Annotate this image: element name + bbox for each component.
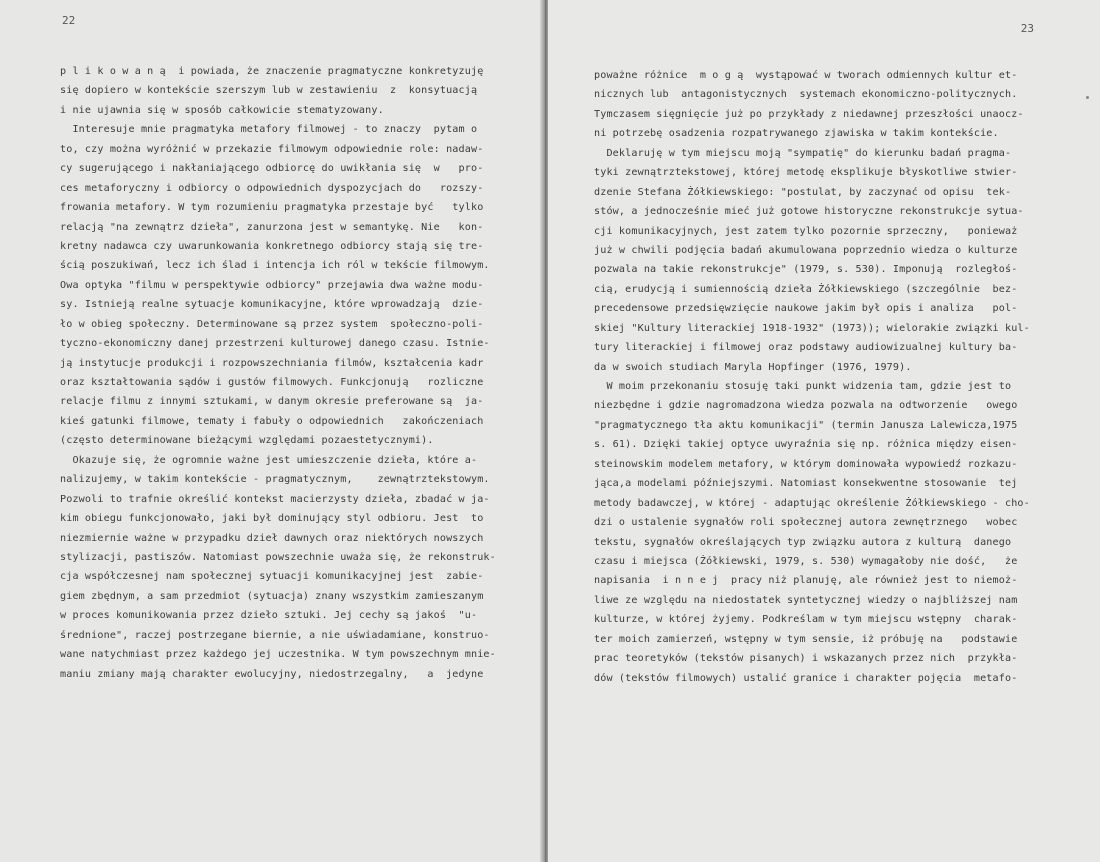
text-line: tyczno-ekonomiczny danej przestrzeni kulturowej danego czasu. Istnie- <box>60 338 490 350</box>
text-line: poważne różnice m o g ą wystąpować w tworach odmiennych kultur et- <box>594 70 1018 81</box>
text-line: i nie ujawnia się w sposób całkowicie stematyzowany. <box>60 104 384 116</box>
text-line: wane natychmiast przez każdego jej uczestnika. W tym powszechnym mnie- <box>60 649 496 661</box>
body-text <box>60 62 522 684</box>
text-line: frowania metafory. W tym rozumieniu pragmatyka przestaje być tylko <box>60 202 484 214</box>
left-page <box>0 0 545 862</box>
text-line: pozwala na takie rekonstrukcje" (1979, s. 530). Imponują rozległoś- <box>594 264 1018 276</box>
text-line: cy sugerującego i nakłaniającego odbiorcę do uwikłania się w pro- <box>60 163 484 175</box>
page-number: 22 <box>62 14 76 27</box>
text-line: ło w obieg społeczny. Determinowane są przez system społeczno-poli- <box>60 318 484 330</box>
text-line: tury literackiej i filmowej oraz podstawy audiowizualnej kultury ba- <box>594 342 1018 354</box>
text-line: cja współczesnej nam społecznej sytuacji komunikacyjnej jest zabie- <box>60 571 484 583</box>
text-line: relacją "na zewnątrz dzieła", zanurzona jest w semantykę. Nie kon- <box>60 221 484 233</box>
text-line: relacje filmu z innymi sztukami, w danym okresie preferowane są ja- <box>60 396 484 408</box>
text-line: stów, a jednocześnie mieć już gotowe historyczne rekonstrukcje sytua- <box>594 206 1024 218</box>
text-line: s. 61). Dzięki takiej optyce uwyraźnia się np. różnica między eisen- <box>594 439 1018 451</box>
text-line: tyki zewnątrztekstowej, której metodę eksplikuje błyskotliwe stwier- <box>594 167 1018 179</box>
text-line: tekstu, sygnałów określających typ związku autora z kulturą danego <box>594 536 1012 548</box>
text-line: ter moich zamierzeń, wstępny w tym sensie, iż próbuję na podstawie <box>594 633 1018 645</box>
text-line: metody badawczej, w której - adaptując określenie Żółkiewskiego - cho- <box>594 497 1030 509</box>
text-line: p l i k o w a n ą i powiada, że znaczenie pragmatyczne konkretyzuję <box>60 66 484 77</box>
text-line: (często determinowane bieżącymi względami pozaestetycznymi). <box>60 435 434 447</box>
text-line: liwe ze względu na niedostatek syntetycznej wiedzy o najbliższej nam <box>594 594 1018 606</box>
right-page <box>548 0 1100 862</box>
text-line: "pragmatycznego tła aktu komunikacji" (termin Janusza Lalewicza,1975 <box>594 419 1018 431</box>
text-line: ces metaforyczny i odbiorcy o odpowiednich dyspozycjach do rozszy- <box>60 182 484 194</box>
text-line: średnione", raczej postrzegane biernie, a nie uświadamiane, konstruo- <box>60 629 490 641</box>
body-text <box>594 66 1042 688</box>
text-line: w proces komunikowania przez dzieło sztuki. Jej cechy są jakoś "u- <box>60 610 478 622</box>
text-line: steinowskim modelem metafory, w którym dominowała wypowiedź rozkazu- <box>594 458 1018 470</box>
text-line: dzenie Stefana Żółkiewskiego: "postulat, by zaczynać od opisu tek- <box>594 186 1012 198</box>
text-line: Interesuje mnie pragmatyka metafory filmowej - to znaczy pytam o <box>60 124 478 136</box>
text-line: Owa optyka "filmu w perspektywie odbiorcy" przejawia dwa ważne modu- <box>60 279 484 291</box>
text-line: ścią poszukiwań, lecz ich ślad i intencja ich ról w tekście filmowym. <box>60 260 490 272</box>
text-line: nalizujemy, w takim kontekście - pragmatycznym, zewnątrztekstowym. <box>60 474 490 486</box>
text-line: Pozwoli to trafnie określić kontekst macierzysty dzieła, zbadać w ja- <box>60 493 490 505</box>
text-line: cji komunikacyjnych, jest zatem tylko pozornie sprzeczny, ponieważ <box>594 225 1018 237</box>
text-line: Tymczasem sięgnięcie już po przykłady z niedawnej przeszłości unaocz- <box>594 108 1024 120</box>
text-line: niezmiernie ważne w przypadku dzieł dawnych oraz niektórych nowszych <box>60 532 484 544</box>
text-line: oraz kształtowania sądów i gustów filmowych. Funkcjonują rozliczne <box>60 377 484 388</box>
text-line: kretny nadawca czy uwarunkowania konkretnego odbiorcy stają się tre- <box>60 240 484 252</box>
text-line: giem zbędnym, a sam przedmiot (sytuacja) znany wszystkim zamieszanym <box>60 590 484 602</box>
text-line: dzi o ustalenie sygnałów roli społecznej autora zewnętrznego wobec <box>594 517 1018 529</box>
text-line: prac teoretyków (tekstów pisanych) i wskazanych przez nich przykła- <box>594 653 1018 665</box>
text-line: W moim przekonaniu stosuję taki punkt widzenia tam, gdzie jest to <box>594 381 1012 392</box>
text-line: kulturze, w której żyjemy. Podkreślam w tym miejscu wstępny charak- <box>594 614 1018 626</box>
text-line: się dopiero w kontekście szerszym lub w zestawieniu z konsytuacją <box>60 85 478 97</box>
text-line: napisania i n n e j pracy niż planuję, ale również jest to niemoż- <box>594 575 1018 587</box>
text-line: nicznych lub antagonistycznych systemach ekonomiczno-politycznych. <box>594 89 1018 101</box>
text-line: czasu i miejsca (Żółkiewski, 1979, s. 530) wymagałoby nie dość, że <box>594 555 1018 567</box>
margin-mark <box>1086 96 1089 99</box>
text-line: to, czy można wyróżnić w przekazie filmowym odpowiednie role: nadaw- <box>60 143 484 155</box>
text-line: stylizacji, pastiszów. Natomiast powszechnie uważa się, że rekonstruk- <box>60 551 496 563</box>
text-line: sy. Istnieją realne sytuacje komunikacyjne, które wprowadzają dzie- <box>60 299 484 311</box>
text-line: kieś gatunki filmowe, tematy i fabuły o odpowiednich zakończeniach <box>60 415 484 427</box>
page-number: 23 <box>1020 22 1034 35</box>
text-line: już w chwili podjęcia badań akumulowana poprzednio wiedza o kulturze <box>594 244 1018 256</box>
text-line: Okazuje się, że ogromnie ważne jest umieszczenie dzieła, które a- <box>60 454 478 466</box>
text-line: niezbędne i gdzie nagromadzona wiedza pozwala na odtworzenie owego <box>594 400 1018 412</box>
text-line: Deklaruję w tym miejscu moją "sympatię" do kierunku badań pragma- <box>594 147 1012 159</box>
text-line: precedensowe przedsięwzięcie naukowe jakim był opis i analiza pol- <box>594 303 1018 315</box>
text-line: dów (tekstów filmowych) ustalić granice i charakter pojęcia metafo- <box>594 672 1018 684</box>
text-line: maniu zmiany mają charakter ewolucyjny, niedostrzegalny, a jedyne <box>60 668 484 680</box>
text-line: ni potrzebę osadzenia rozpatrywanego zjawiska w takim kontekście. <box>594 128 999 140</box>
text-line: cią, erudycją i sumiennością dzieła Żółkiewskiego (szczególnie bez- <box>594 283 1018 295</box>
text-line: ją instytucje produkcji i rozpowszechniania filmów, kształcenia kadr <box>60 357 484 369</box>
text-line: skiej "Kultury literackiej 1918-1932" (1973)); wielorakie związki kul- <box>594 322 1030 334</box>
text-line: kim obiegu funkcjonowało, jaki był dominujący styl odbioru. Jest to <box>60 513 484 525</box>
text-line: jąca,a modelami późniejszymi. Natomiast konsekwentne stosowanie tej <box>594 478 1018 490</box>
text-line: da w swoich studiach Maryla Hopfinger (1976, 1979). <box>594 361 912 373</box>
